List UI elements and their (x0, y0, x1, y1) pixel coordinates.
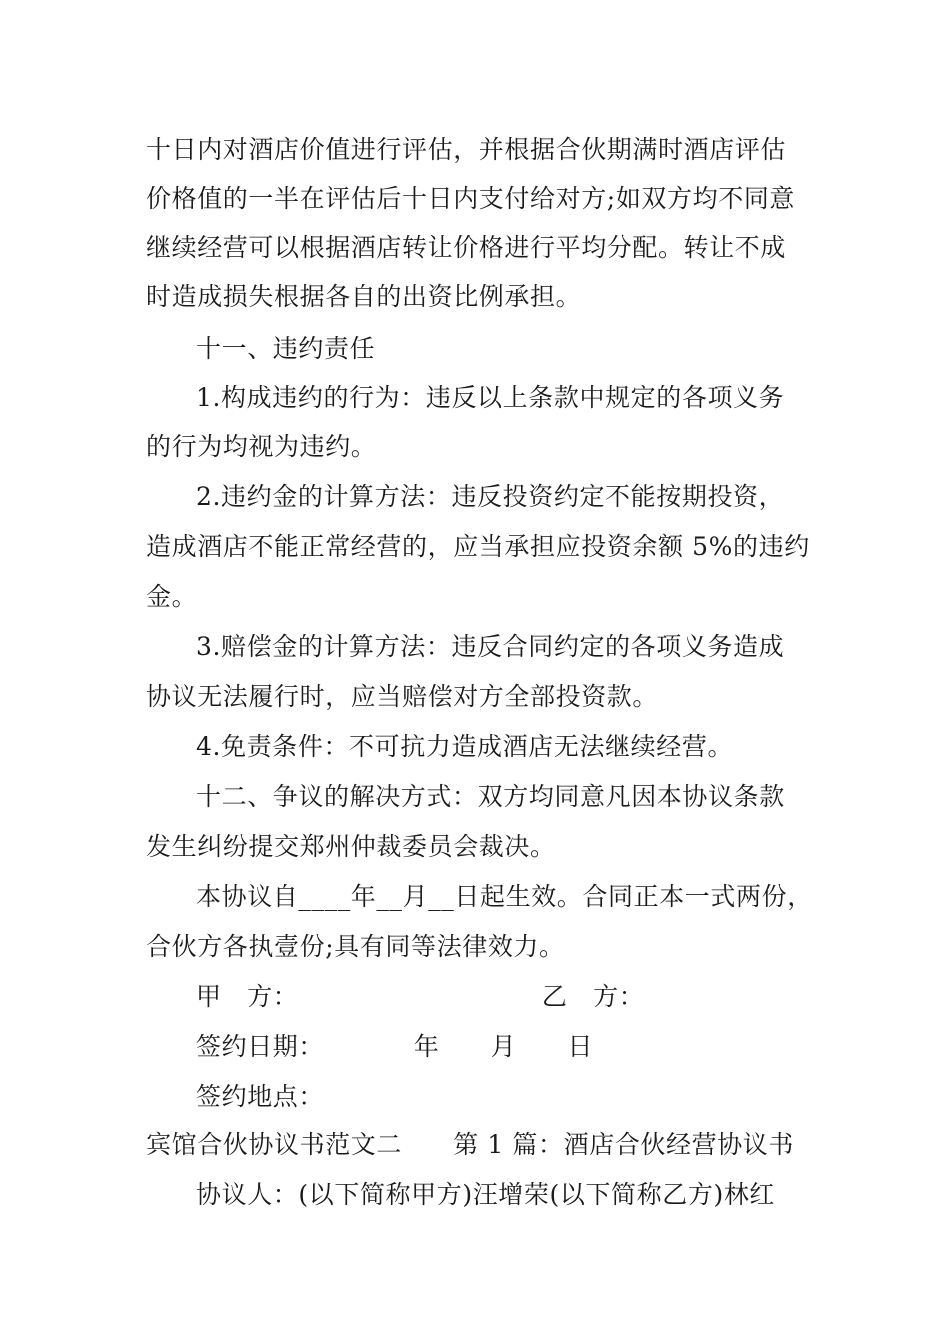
body-line: 合伙方各执壹份;具有同等法律效力。 (146, 932, 565, 961)
section-heading: 十二、争议的解决方式：双方均同意凡因本协议条款 (196, 782, 785, 811)
section-title: 宾馆合伙协议书范文二 第 1 篇：酒店合伙经营协议书 (146, 1130, 795, 1159)
section-heading: 十一、违约责任 (196, 334, 376, 363)
clause-line: 4.免责条件：不可抗力造成酒店无法继续经营。 (196, 732, 734, 761)
body-line: 价格值的一半在评估后十日内支付给对方;如双方均不同意 (146, 184, 796, 213)
body-line: 协议无法履行时，应当赔偿对方全部投资款。 (146, 682, 659, 711)
body-line: 继续经营可以根据酒店转让价格进行平均分配。转让不成 (146, 233, 787, 262)
clause-line: 3.赔偿金的计算方法：违反合同约定的各项义务造成 (196, 632, 785, 661)
clause-line: 2.违约金的计算方法：违反投资约定不能按期投资， (196, 482, 785, 511)
body-line: 造成酒店不能正常经营的，应当承担应投资余额 5%的违约 (146, 532, 810, 561)
signing-place-line: 签约地点： (196, 1082, 325, 1111)
effective-date-line: 本协议自____年__月__日起生效。合同正本一式两份， (196, 882, 813, 911)
party-signature-line: 甲 方： 乙 方： (196, 982, 645, 1011)
body-line: 时造成损失根据各自的出资比例承担。 (146, 282, 582, 311)
body-line: 的行为均视为违约。 (146, 432, 377, 461)
body-line: 十日内对酒店价值进行评估，并根据合伙期满时酒店评估 (146, 135, 787, 164)
signing-date-line: 签约日期： 年 月 日 (196, 1032, 594, 1061)
body-line: 金。 (146, 582, 198, 611)
parties-line: 协议人：(以下简称甲方)汪增荣(以下简称乙方)林红 (196, 1180, 776, 1209)
body-line: 发生纠纷提交郑州仲裁委员会裁决。 (146, 832, 556, 861)
clause-line: 1.构成违约的行为：违反以上条款中规定的各项义务 (196, 383, 785, 412)
